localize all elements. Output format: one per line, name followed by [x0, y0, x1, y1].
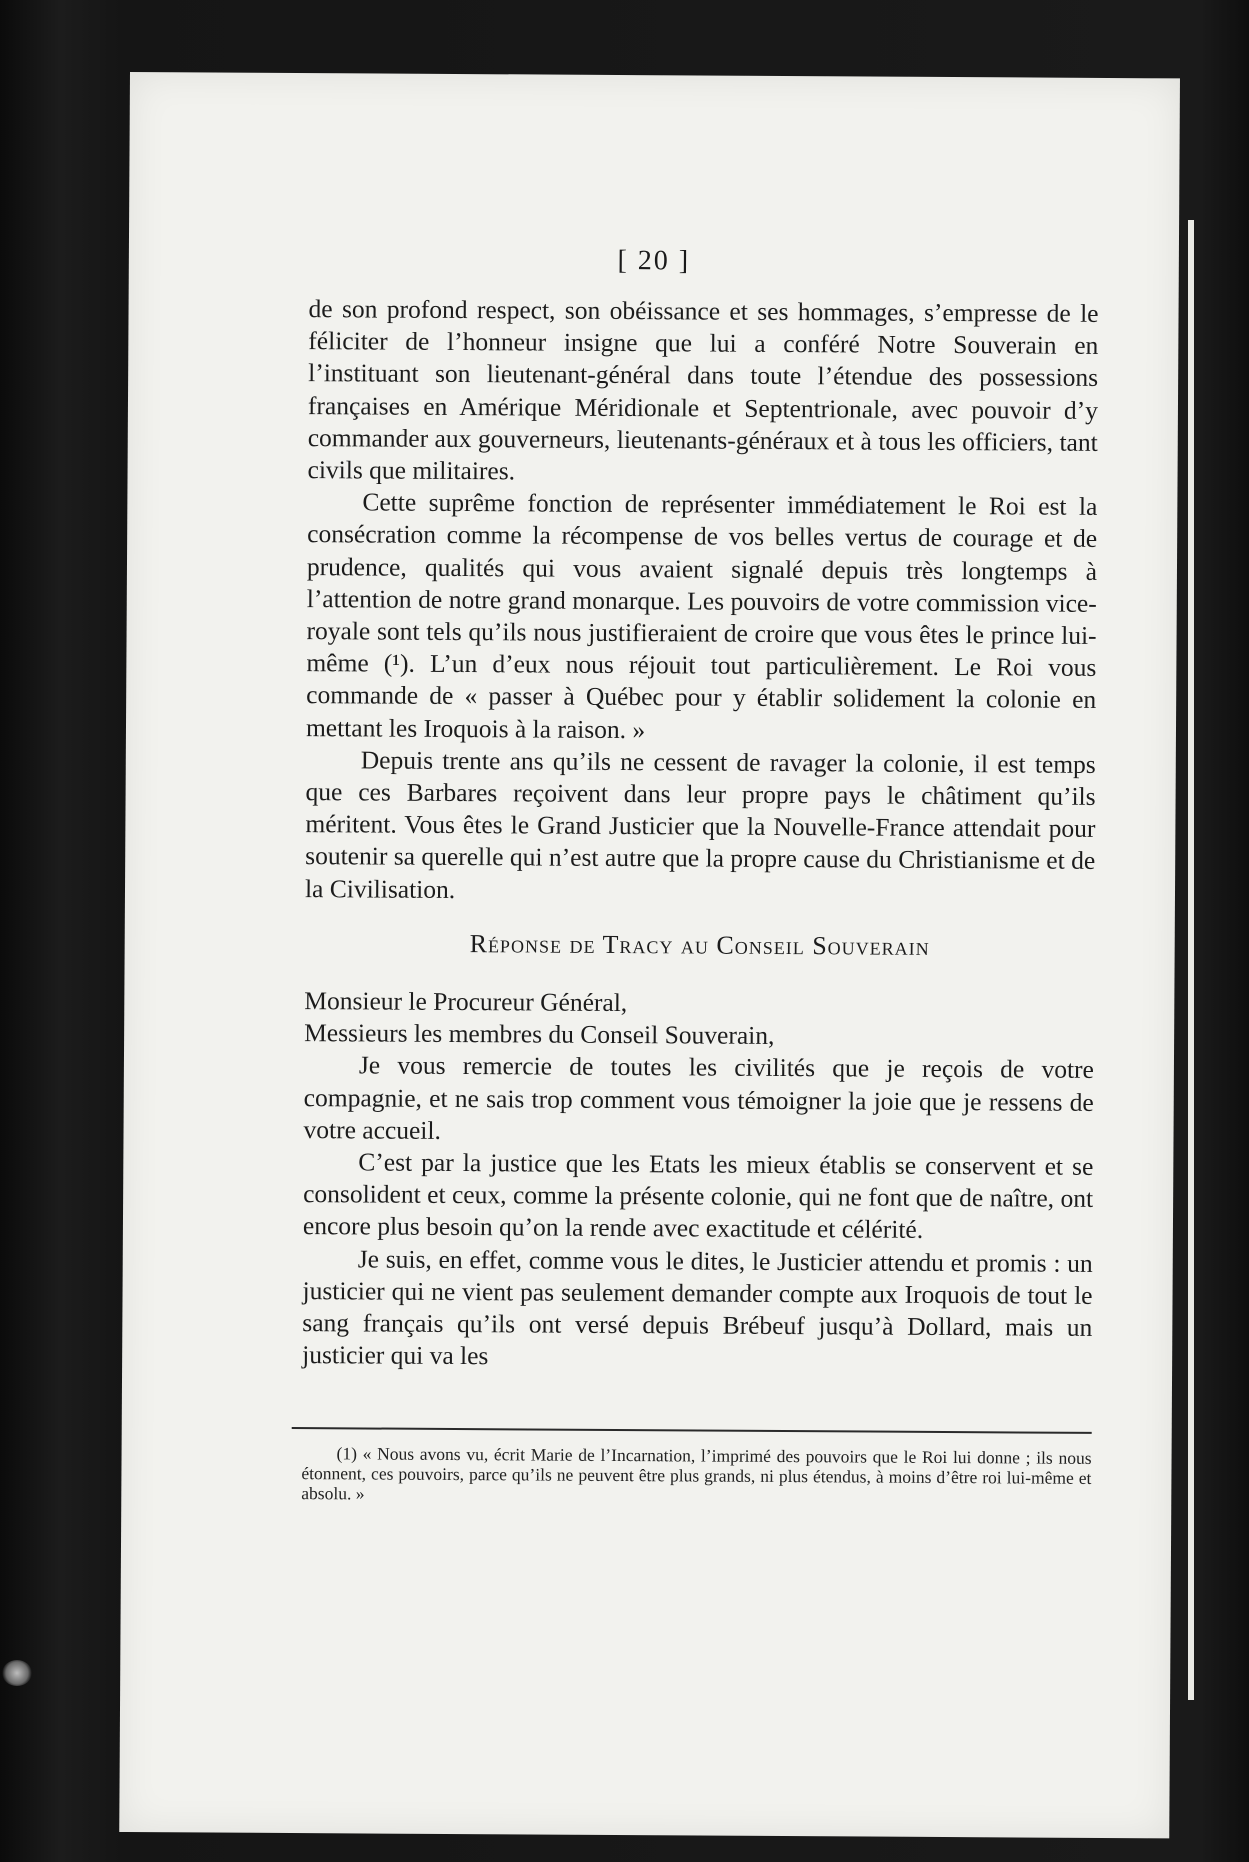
scan-smudge — [2, 1660, 32, 1686]
salutation-line-2: Messieurs les membres du Conseil Souverain, — [304, 1018, 775, 1051]
adjacent-page-edge — [1188, 220, 1194, 1700]
book-page — [119, 72, 1180, 1838]
paragraph-3: Depuis trente ans qu’ils ne cessent de ravager la colonie, il est temps que ces Barbares reçoivent dans leur propre pays le châtiment qu’ils méritent. Vous êtes le Grand Justicier que la Nouvelle-France attendait pour soutenir sa querelle qui n’est autre que la propre cause du Christianisme et de la Civilisation. — [304, 745, 1096, 904]
reply-paragraph-1: Je vous remercie de toutes les civilités que je reçois de votre compagnie, et ne sais trop comment vous témoigner la joie que je ressens de votre accueil. — [303, 1050, 1095, 1145]
salutation-line-1: Monsieur le Procureur Général, — [304, 986, 628, 1018]
footnote-text: (1) « Nous avons vu, écrit Marie de l’Incarnation, l’imprimé des pouvoirs que le Roi lui donne ; ils nous étonnent, ces pouvoirs, parce qu’ils ne peuvent être plus grands, ni plus étendus, à moins d’être roi lui-même et absolu. » — [301, 1443, 1092, 1504]
page-number: [ 20 ] — [617, 244, 691, 277]
footnote — [301, 1443, 1091, 1508]
paragraph-2: Cette suprême fonction de représenter immédiatement le Roi est la consécration comme la récompense de vos belles vertus de courage et de prudence, qualités qui vous avaient signalé depuis très longtemps à l’attention de notre grand monarque. Les pouvoirs de votre commission vice-royale sont tels qu’ils nous justifieraient de croire que vous êtes le prince lui-même (¹). L’un d’eux nous réjouit tout particulièrement. Le Roi vous commande de « passer à Québec pour y établir solidement la colonie en mettant les Iroquois à la raison. » — [305, 487, 1098, 744]
section-heading: Réponse de Tracy au Conseil Souverain — [469, 928, 930, 961]
paragraph-1: de son profond respect, son obéissance et ses hommages, s’empresse de le féliciter de l’honneur insigne que lui a conféré Notre Souverain en l’instituant son lieutenant-général dans toute l’étendue des possessions françaises en Amérique Méridionale et Septentrionale, avec pouvoir d’y commander aux gouverneurs, lieutenants-généraux et à tous les officiers, tant civils que militaires. — [307, 294, 1099, 486]
footnote-rule — [292, 1427, 1092, 1434]
reply-paragraph-2: C’est par la justice que les Etats les mieux établis se conservent et se consolident et ceux, comme la présente colonie, qui ne font que de naître, ont encore plus besoin qu’on la rende avec exactitude et célérité. — [302, 1147, 1094, 1245]
reply-paragraph-3: Je suis, en effet, comme vous le dites, le Justicier attendu et promis : un justicier qui ne vient pas seulement demander compte aux Iroquois de tout le sang français qu’ils ont versé depuis Brébeuf jusqu’à Dollard, mais un justicier qui va les — [302, 1244, 1093, 1371]
page-body — [302, 293, 1099, 1376]
